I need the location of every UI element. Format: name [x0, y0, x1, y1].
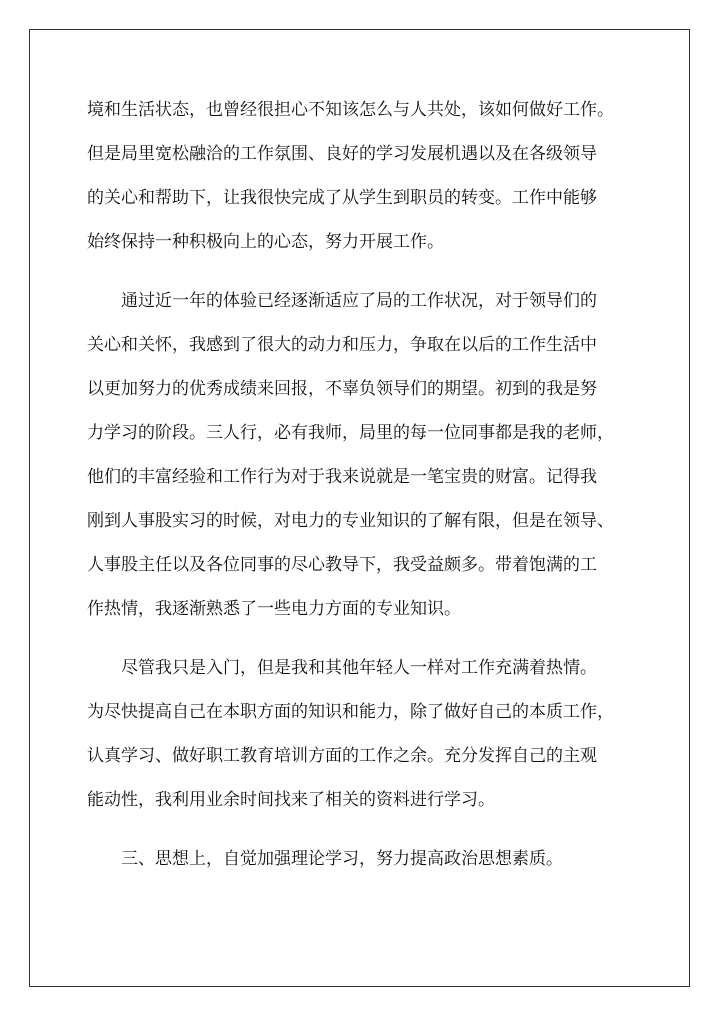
text-line: 认真学习、做好职工教育培训方面的工作之余。充分发挥自己的主观: [87, 746, 597, 766]
text-line: 境和生活状态，也曾经很担心不知该怎么与人共处，该如何做好工作。: [87, 100, 614, 120]
text-line: 他们的丰富经验和工作行为对于我来说就是一笔宝贵的财富。记得我: [87, 467, 597, 487]
text-line: 关心和关怀，我感到了很大的动力和压力，争取在以后的工作生活中: [87, 335, 597, 355]
text-line: 的关心和帮助下，让我很快完成了从学生到职员的转变。工作中能够: [87, 188, 597, 208]
document-body: [87, 88, 633, 881]
text-line: 通过近一年的体验已经逐渐适应了局的工作状况，对于领导们的: [121, 291, 597, 311]
section-heading: 三、思想上，自觉加强理论学习，努力提高政治思想素质。: [121, 849, 563, 869]
text-line: 始终保持一种积极向上的心态，努力开展工作。: [87, 232, 444, 252]
text-line: 人事股主任以及各位同事的尽心教导下，我受益颇多。带着饱满的工: [87, 555, 597, 575]
text-line: 刚到人事股实习的时候，对电力的专业知识的了解有限，但是在领导、: [87, 511, 614, 531]
paragraph: [87, 646, 633, 822]
paragraph: [87, 279, 633, 631]
text-line: 但是局里宽松融洽的工作氛围、良好的学习发展机遇以及在各级领导: [87, 144, 597, 164]
paragraph: [87, 837, 633, 881]
text-line: 尽管我只是入门，但是我和其他年轻人一样对工作充满着热情。: [121, 658, 597, 678]
text-line: 为尽快提高自己在本职方面的知识和能力，除了做好自己的本质工作，: [87, 702, 614, 722]
paragraph: [87, 88, 633, 264]
text-line: 作热情，我逐渐熟悉了一些电力方面的专业知识。: [87, 599, 461, 619]
text-line: 力学习的阶段。三人行，必有我师，局里的每一位同事都是我的老师，: [87, 423, 614, 443]
text-line: 以更加努力的优秀成绩来回报，不辜负领导们的期望。初到的我是努: [87, 379, 597, 399]
text-line: 能动性，我利用业余时间找来了相关的资料进行学习。: [87, 790, 495, 810]
